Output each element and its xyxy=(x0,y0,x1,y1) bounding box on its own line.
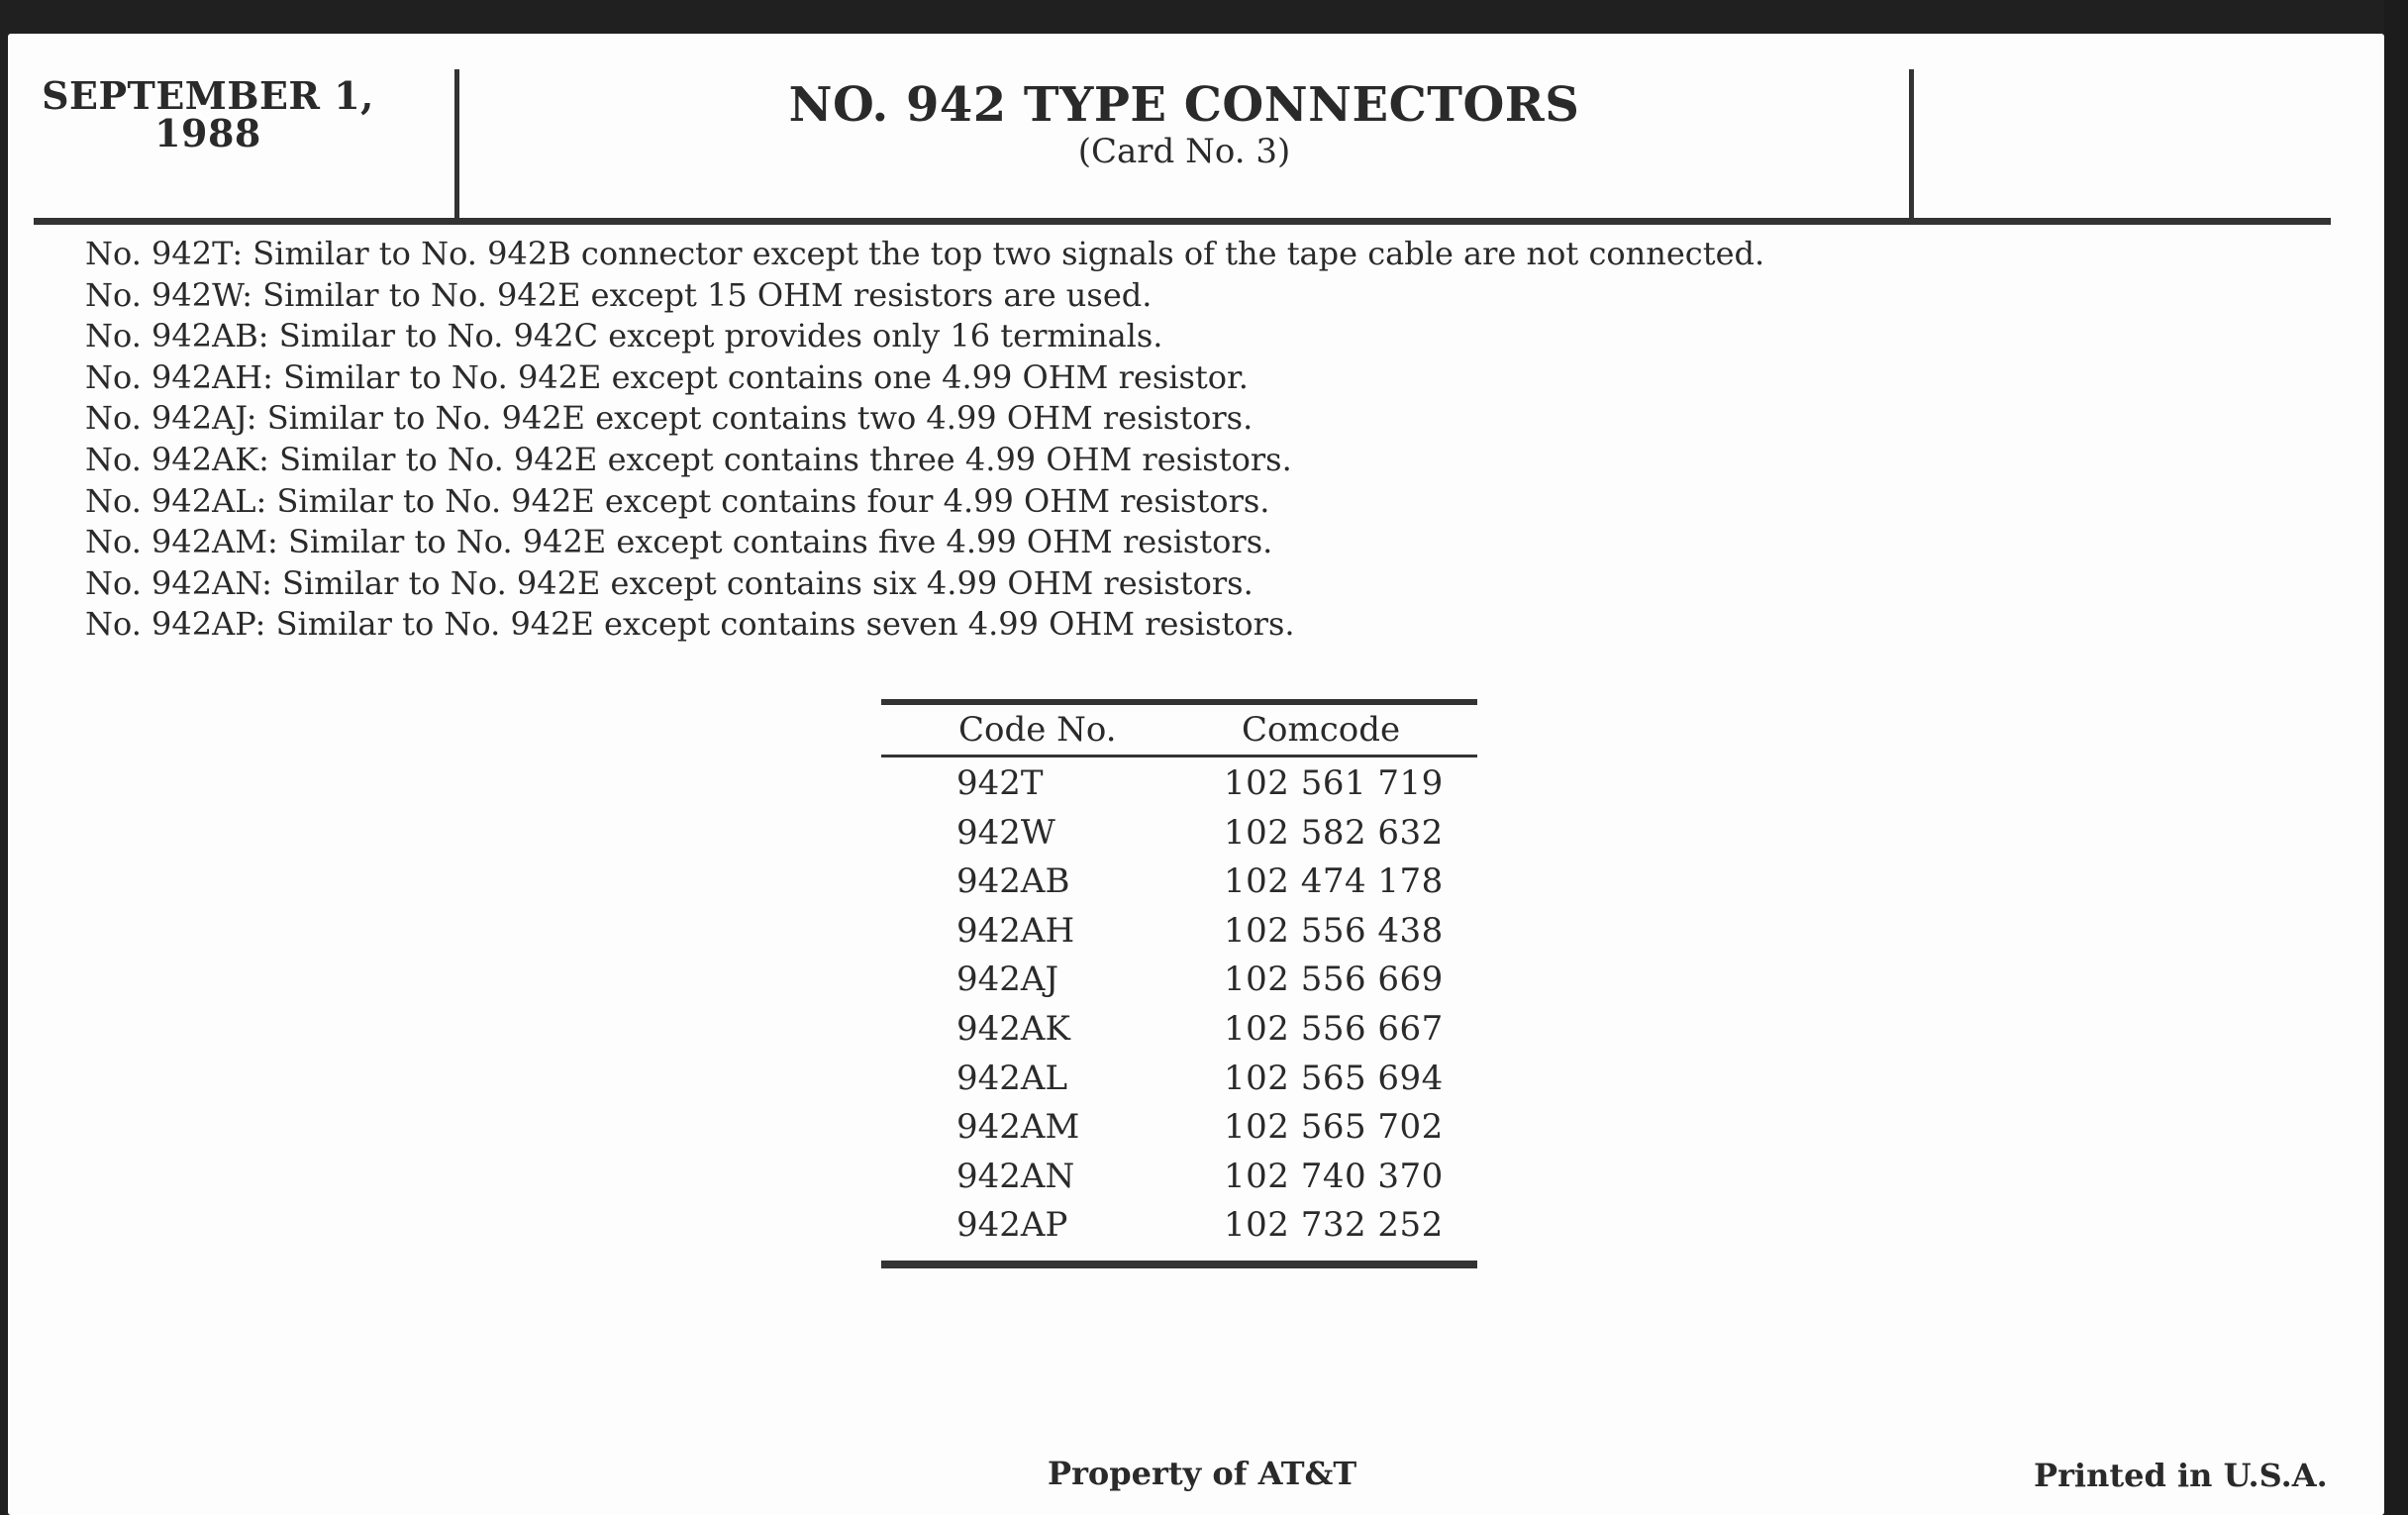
comcode-cell: 102 565 694 xyxy=(1224,1058,1444,1098)
note-item: No. 942W: Similar to No. 942E except 15 OHM resistors are used. xyxy=(85,275,1153,314)
document-title: NO. 942 TYPE CONNECTORS xyxy=(788,77,1580,133)
table-row xyxy=(881,1055,1477,1104)
table-row xyxy=(881,858,1477,907)
code-cell: 942AH xyxy=(956,910,1075,951)
comcode-cell: 102 556 438 xyxy=(1224,910,1444,951)
connector-notes xyxy=(85,234,1764,646)
header-comcode: Comcode xyxy=(1242,710,1401,750)
code-cell: 942AJ xyxy=(956,960,1059,1000)
note-item: No. 942AK: Similar to No. 942E except contains three 4.99 OHM resistors. xyxy=(85,440,1292,478)
comcode-cell: 102 474 178 xyxy=(1224,861,1444,902)
comcode-cell: 102 740 370 xyxy=(1224,1156,1444,1196)
comcode-cell: 102 561 719 xyxy=(1224,763,1444,803)
table-row xyxy=(881,1005,1477,1055)
note-item: No. 942AJ: Similar to No. 942E except contains two 4.99 OHM resistors. xyxy=(85,399,1254,438)
table-row xyxy=(881,907,1477,957)
comcode-cell: 102 582 632 xyxy=(1224,812,1444,853)
issue-date-line2: 1988 xyxy=(154,111,261,155)
code-cell: 942AN xyxy=(956,1156,1075,1196)
note-item: No. 942AB: Similar to No. 942C except provides only 16 terminals. xyxy=(85,317,1163,355)
table-row xyxy=(881,1103,1477,1153)
header-rule xyxy=(34,218,2331,225)
code-cell: 942AL xyxy=(956,1058,1068,1098)
comcode-cell: 102 565 702 xyxy=(1224,1107,1444,1148)
issue-date xyxy=(40,73,376,155)
document-title-block xyxy=(457,79,1911,170)
table-row xyxy=(881,956,1477,1005)
footer-property: Property of AT&T xyxy=(1048,1455,1357,1492)
table-header xyxy=(881,705,1477,755)
note-item: No. 942AN: Similar to No. 942E except contains six 4.99 OHM resistors. xyxy=(85,563,1254,602)
table-row xyxy=(881,759,1477,809)
code-cell: 942T xyxy=(956,763,1044,803)
code-cell: 942AM xyxy=(956,1107,1080,1148)
comcode-cell: 102 732 252 xyxy=(1224,1205,1444,1246)
code-cell: 942AP xyxy=(956,1205,1068,1246)
comcode-table xyxy=(881,699,1477,1268)
code-cell: 942AK xyxy=(956,1008,1070,1049)
table-bottom-rule xyxy=(881,1261,1477,1268)
note-item: No. 942AH: Similar to No. 942E except contains one 4.99 OHM resistor. xyxy=(85,357,1249,396)
code-cell: 942AB xyxy=(956,861,1070,902)
note-item: No. 942AP: Similar to No. 942E except contains seven 4.99 OHM resistors. xyxy=(85,605,1295,644)
comcode-cell: 102 556 667 xyxy=(1224,1008,1444,1049)
issue-date-line1: SEPTEMBER 1, xyxy=(42,73,374,118)
table-row xyxy=(881,1153,1477,1202)
table-row xyxy=(881,1201,1477,1251)
scan-edge xyxy=(2384,0,2408,1515)
document-subtitle: (Card No. 3) xyxy=(1077,132,1291,171)
note-item: No. 942AL: Similar to No. 942E except contains four 4.99 OHM resistors. xyxy=(85,481,1270,520)
table-row xyxy=(881,809,1477,858)
comcode-cell: 102 556 669 xyxy=(1224,960,1444,1000)
note-item: No. 942T: Similar to No. 942B connector except the top two signals of the tape cable are not connected. xyxy=(85,235,1765,272)
note-item: No. 942AM: Similar to No. 942E except contains five 4.99 OHM resistors. xyxy=(85,523,1273,561)
footer-printed: Printed in U.S.A. xyxy=(2034,1457,2328,1494)
header-code-no: Code No. xyxy=(958,710,1117,750)
code-cell: 942W xyxy=(956,812,1055,853)
table-body xyxy=(881,758,1477,1251)
